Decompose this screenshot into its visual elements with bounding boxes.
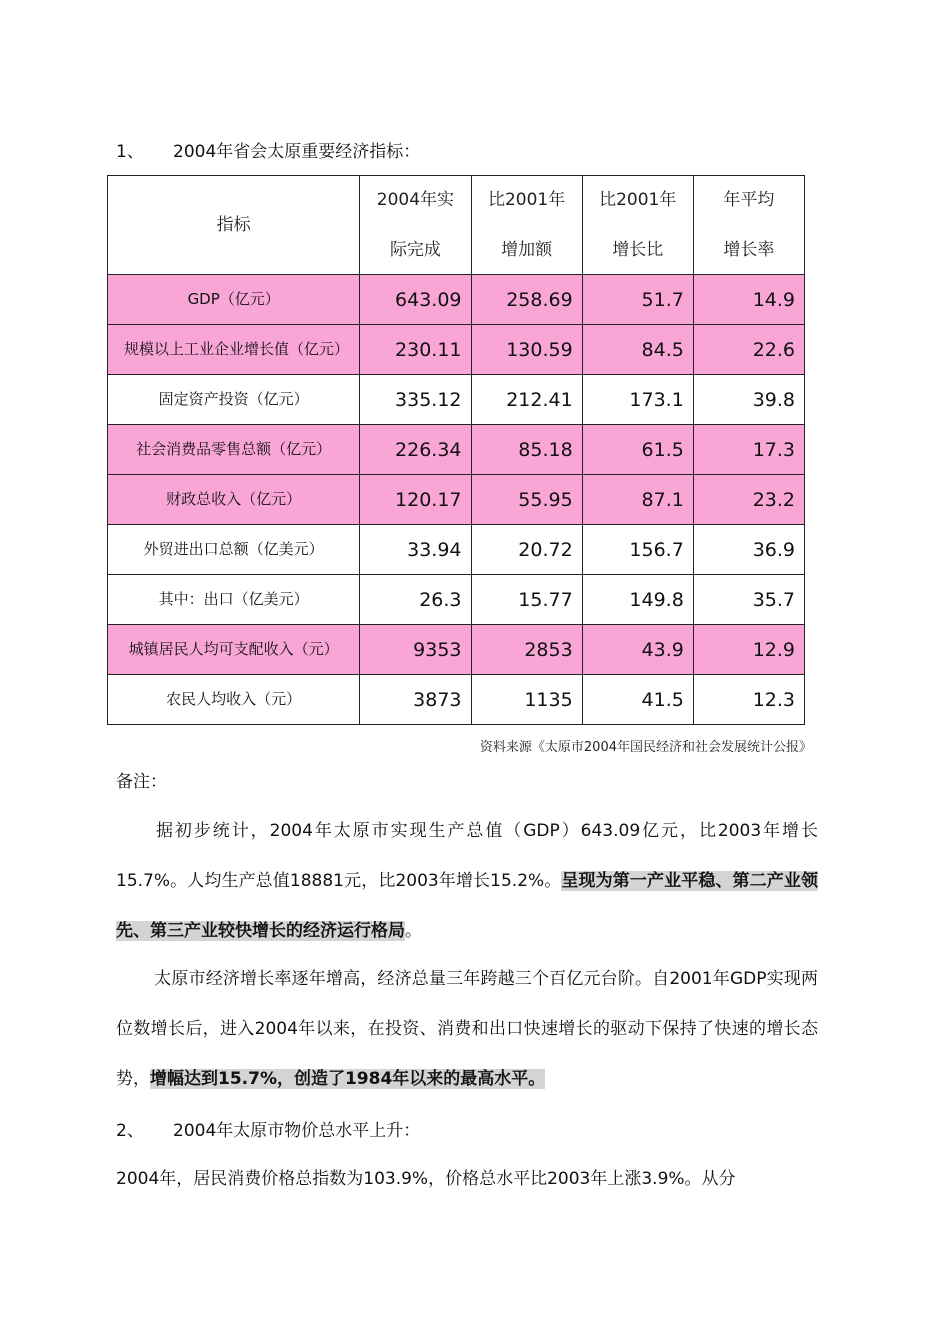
indicator-value: 9353 [360, 625, 471, 675]
paragraph-3 [116, 1154, 818, 1204]
header-increase-vs-2001: 比2001年 增加额 [471, 176, 582, 275]
table-row [108, 525, 805, 575]
indicator-value: 14.9 [693, 275, 804, 325]
header-growth-vs-2001: 比2001年 增长比 [582, 176, 693, 275]
indicator-value: 35.7 [693, 575, 804, 625]
indicator-value: 22.6 [693, 325, 804, 375]
table-source-note: 资料来源《太原市2004年国民经济和社会发展统计公报》 [479, 740, 812, 755]
header-2004-actual: 2004年实 际完成 [360, 176, 471, 275]
indicator-value: 41.5 [582, 675, 693, 725]
indicator-value: 23.2 [693, 475, 804, 525]
indicator-value: 17.3 [693, 425, 804, 475]
indicator-value: 39.8 [693, 375, 804, 425]
indicator-value: 173.1 [582, 375, 693, 425]
paragraph-1 [116, 806, 818, 956]
indicator-value: 130.59 [471, 325, 582, 375]
indicator-name: 固定资产投资（亿元） [108, 375, 360, 425]
indicator-value: 84.5 [582, 325, 693, 375]
indicator-value: 226.34 [360, 425, 471, 475]
indicator-value: 643.09 [360, 275, 471, 325]
indicator-value: 51.7 [582, 275, 693, 325]
indicator-value: 85.18 [471, 425, 582, 475]
indicator-value: 26.3 [360, 575, 471, 625]
section-2-heading [116, 1119, 420, 1143]
note-label: 备注： [116, 772, 167, 792]
indicator-value: 43.9 [582, 625, 693, 675]
table-row [108, 425, 805, 475]
table-row [108, 475, 805, 525]
indicator-value: 149.8 [582, 575, 693, 625]
section-2-title: 2004年太原市物价总水平上升： [173, 1121, 421, 1141]
table-row [108, 575, 805, 625]
paragraph-1-highlight: 呈现为第一产业平稳、第二产业领先、第三产业较快增长的经济运行格局 [116, 871, 818, 941]
section-1-heading [116, 140, 420, 164]
indicator-value: 212.41 [471, 375, 582, 425]
paragraph-3-text: 2004年，居民消费价格总指数为103.9%，价格总水平比2003年上涨3.9%。从分 [116, 1169, 736, 1189]
indicator-value: 1135 [471, 675, 582, 725]
indicator-name: 规模以上工业企业增长值（亿元） [108, 325, 360, 375]
paragraph-1-end: 。 [405, 921, 422, 941]
table-row [108, 325, 805, 375]
indicator-value: 156.7 [582, 525, 693, 575]
indicator-name: 财政总收入（亿元） [108, 475, 360, 525]
indicator-value: 20.72 [471, 525, 582, 575]
paragraph-2 [116, 954, 818, 1104]
table-row [108, 675, 805, 725]
header-indicator: 指标 [108, 176, 360, 275]
indicator-value: 55.95 [471, 475, 582, 525]
table-row [108, 375, 805, 425]
indicator-value: 230.11 [360, 325, 471, 375]
paragraph-2-text: 太原市经济增长率逐年增高，经济总量三年跨越三个百亿元台阶。自2001年GDP实现两位数增长后，进入2004年以来，在投资、消费和出口快速增长的驱动下保持了快速的增长态势， [116, 969, 818, 1089]
indicator-value: 2853 [471, 625, 582, 675]
section-1-number: 1、 [116, 142, 144, 162]
indicator-name: 社会消费品零售总额（亿元） [108, 425, 360, 475]
paragraph-2-highlight: 增幅达到15.7%，创造了1984年以来的最高水平。 [150, 1069, 546, 1089]
table-header-row [108, 176, 805, 275]
indicator-value: 87.1 [582, 475, 693, 525]
indicator-value: 33.94 [360, 525, 471, 575]
section-2-number: 2、 [116, 1121, 144, 1141]
indicator-value: 12.9 [693, 625, 804, 675]
indicator-name: 外贸进出口总额（亿美元） [108, 525, 360, 575]
indicator-name: 其中：出口（亿美元） [108, 575, 360, 625]
indicator-value: 120.17 [360, 475, 471, 525]
section-1-title: 2004年省会太原重要经济指标： [173, 142, 421, 162]
indicator-value: 15.77 [471, 575, 582, 625]
paragraph-1-text: 据初步统计，2004年太原市实现生产总值（GDP）643.09亿元，比2003年增长15.7%。人均生产总值18881元，比2003年增长15.2%。 [116, 821, 818, 891]
indicator-name: 农民人均收入（元） [108, 675, 360, 725]
table-row [108, 275, 805, 325]
indicator-value: 3873 [360, 675, 471, 725]
indicator-value: 36.9 [693, 525, 804, 575]
indicator-value: 61.5 [582, 425, 693, 475]
table-row [108, 625, 805, 675]
header-annual-growth: 年平均 增长率 [693, 176, 804, 275]
indicator-value: 258.69 [471, 275, 582, 325]
indicator-value: 12.3 [693, 675, 804, 725]
indicator-name: GDP（亿元） [108, 275, 360, 325]
economic-indicators-table [107, 175, 805, 725]
indicator-name: 城镇居民人均可支配收入（元） [108, 625, 360, 675]
indicator-value: 335.12 [360, 375, 471, 425]
